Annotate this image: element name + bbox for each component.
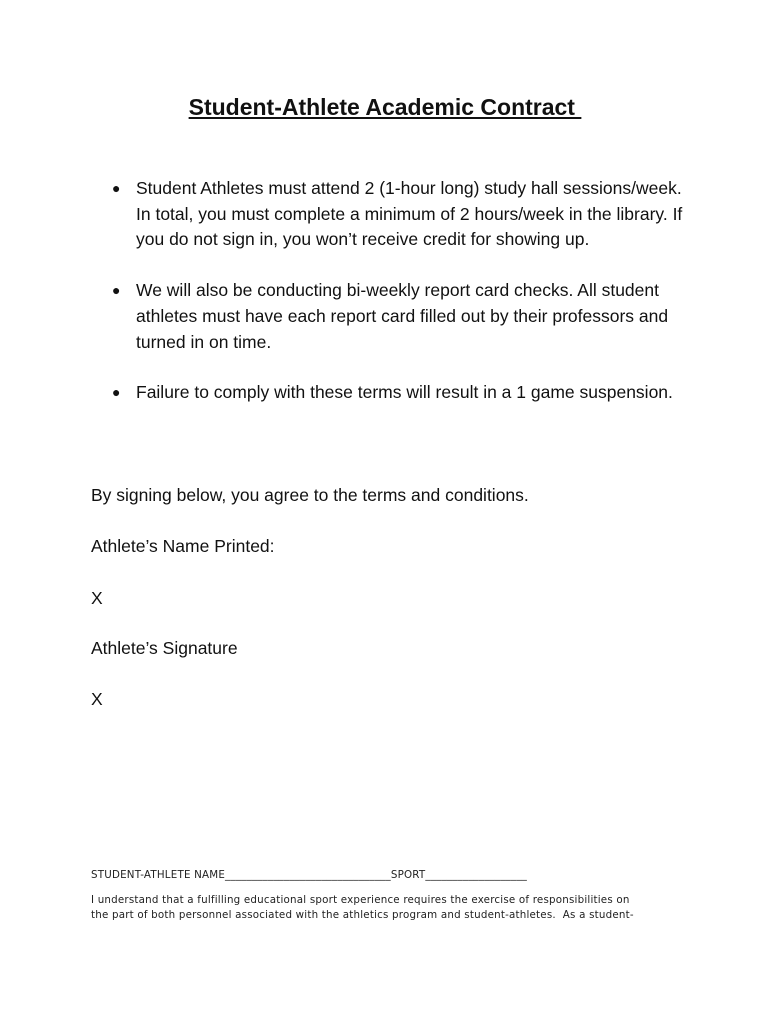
bullet-icon: ● bbox=[112, 282, 121, 299]
name-signature-mark[interactable]: X bbox=[91, 588, 103, 608]
term-text: Failure to comply with these terms will result in a 1 game suspension. bbox=[136, 382, 673, 403]
terms-list bbox=[112, 176, 692, 431]
page-title: Student-Athlete Academic Contract bbox=[188, 94, 582, 120]
signature-label: Athlete’s Signature bbox=[91, 638, 238, 658]
name-sport-fields[interactable]: STUDENT-ATHLETE NAME_______________________________SPORT___________________ bbox=[91, 869, 528, 881]
bullet-icon: ● bbox=[112, 384, 121, 401]
footer-paragraph-line: I understand that a fulfilling educational sport experience requires the exercise of responsibilities on bbox=[91, 894, 630, 906]
signature-mark[interactable]: X bbox=[91, 689, 103, 709]
bullet-icon: ● bbox=[112, 180, 121, 196]
term-text: We will also be conducting bi-weekly report card checks. All student athletes must have each report card filled out by their professors and turned in on time. bbox=[136, 280, 669, 352]
list-item bbox=[112, 176, 692, 253]
footer-paragraph-line: the part of both personnel associated with the athletics program and student-athletes. As a student- bbox=[91, 909, 634, 921]
list-item bbox=[112, 380, 692, 406]
agreement-text: By signing below, you agree to the terms and conditions. bbox=[91, 485, 529, 505]
name-label: Athlete’s Name Printed: bbox=[91, 536, 275, 556]
term-text: Student Athletes must attend 2 (1-hour long) study hall sessions/week. In total, you must complete a minimum of 2 hours/week in the library. If you do not sign in, you won’t receive credit for showing up. bbox=[136, 178, 683, 250]
list-item bbox=[112, 278, 692, 355]
